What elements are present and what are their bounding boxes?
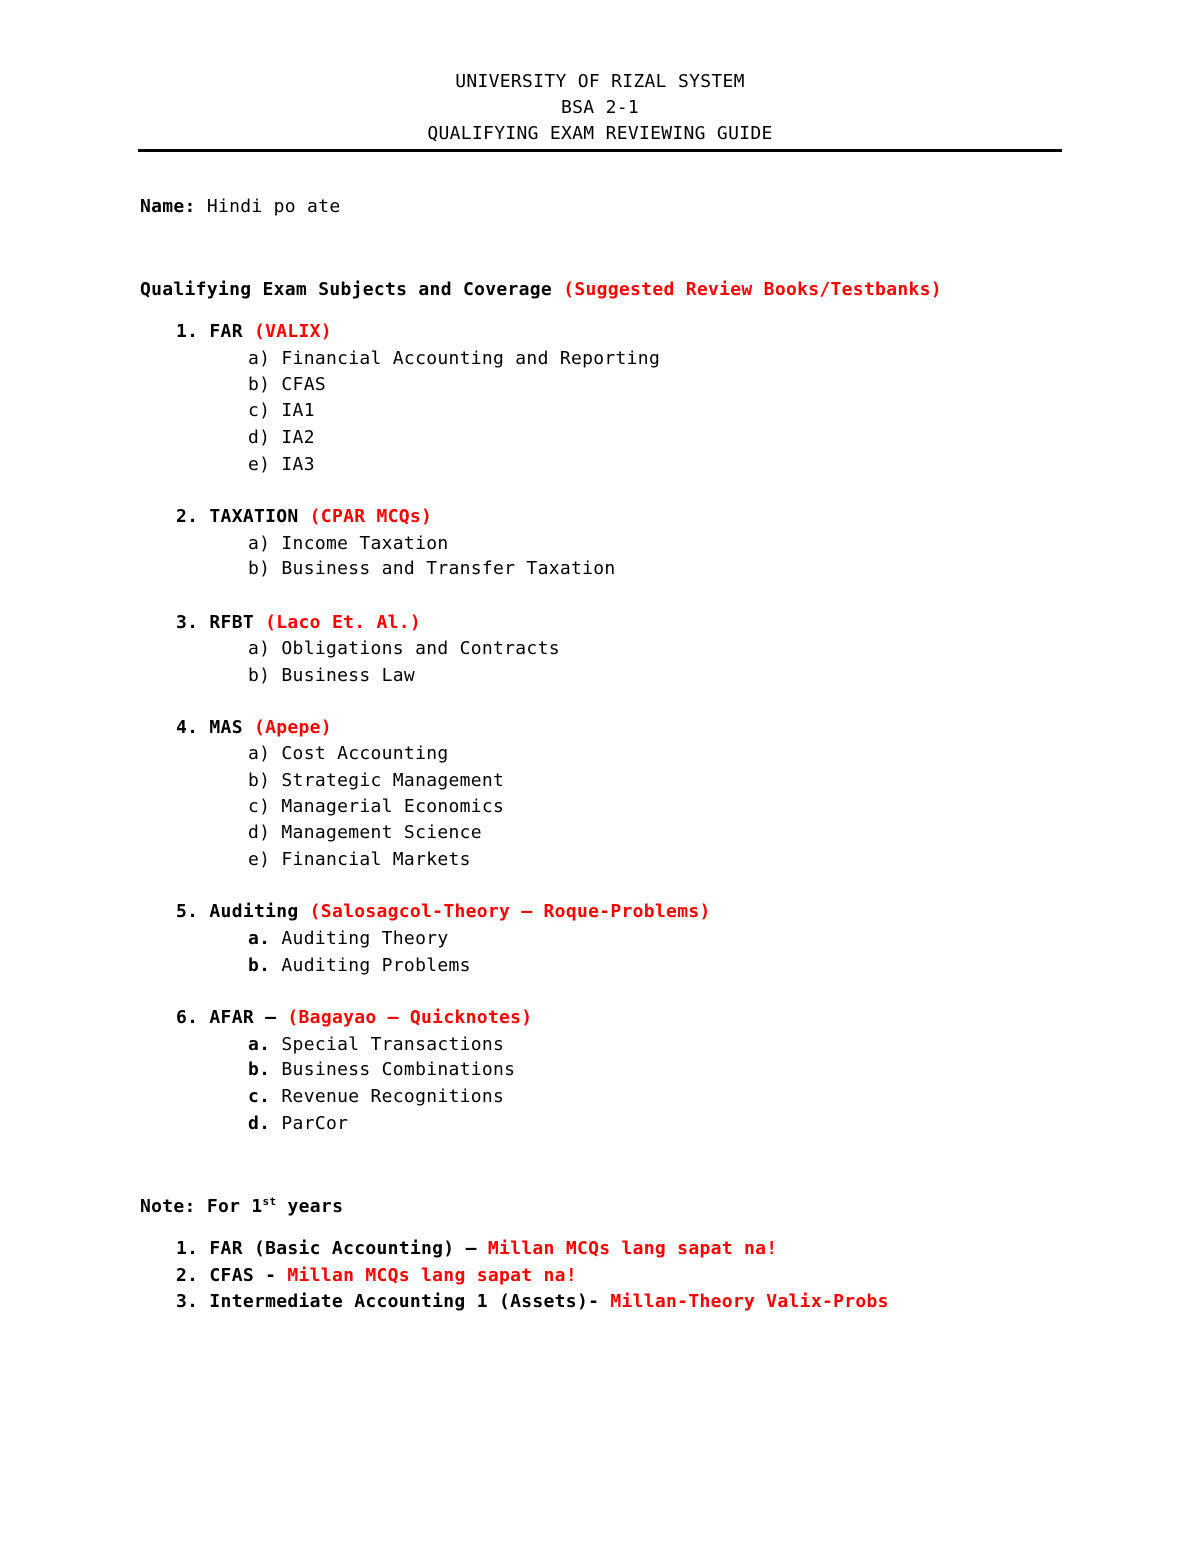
subject-name: TAXATION — [209, 506, 299, 527]
item-label: a) — [248, 743, 271, 764]
note-text-end: years — [287, 1196, 344, 1217]
subject-name: FAR — [209, 321, 243, 342]
subject-number: 4. — [176, 717, 199, 738]
item-text: Revenue Recognitions — [281, 1086, 505, 1107]
item-text: Special Transactions — [281, 1034, 505, 1055]
list-item — [248, 557, 616, 581]
subject-rfbt — [176, 611, 421, 635]
item-number: 2. — [176, 1265, 199, 1286]
subject-number: 6. — [176, 1007, 199, 1028]
subject-reference: (Apepe) — [253, 717, 332, 738]
item-label: b. — [248, 1059, 271, 1080]
item-label: b) — [248, 374, 271, 395]
item-label: b) — [248, 558, 271, 579]
note-superscript: st — [262, 1195, 277, 1208]
item-label: c) — [248, 796, 271, 817]
list-item — [248, 927, 448, 951]
list-item — [248, 848, 471, 872]
subject-reference: (VALIX) — [253, 321, 332, 342]
item-reference: Millan MCQs lang sapat na! — [287, 1265, 577, 1286]
item-number: 1. — [176, 1238, 199, 1259]
item-text: Business Law — [281, 665, 416, 686]
first-year-item — [176, 1290, 889, 1314]
section-title: Qualifying Exam Subjects and Coverage — [140, 279, 553, 300]
subject-number: 1. — [176, 321, 199, 342]
subject-name: MAS — [209, 717, 243, 738]
subject-reference: (CPAR MCQs) — [309, 506, 433, 527]
item-label: b. — [248, 955, 271, 976]
item-label: d) — [248, 822, 271, 843]
list-item — [248, 637, 560, 661]
subject-name: AFAR — [209, 1007, 254, 1028]
item-text: Intermediate Accounting 1 (Assets)- — [209, 1291, 600, 1312]
list-item — [248, 532, 448, 556]
item-text: Business Combinations — [281, 1059, 516, 1080]
item-text: Cost Accounting — [281, 743, 449, 764]
header-guide-title: QUALIFYING EXAM REVIEWING GUIDE — [427, 123, 773, 144]
item-reference: Millan MCQs lang sapat na! — [487, 1238, 778, 1259]
item-text: Business and Transfer Taxation — [281, 558, 616, 579]
item-label: a) — [248, 348, 271, 369]
item-label: a. — [248, 1034, 271, 1055]
list-item — [248, 795, 504, 819]
item-text: Managerial Economics — [281, 796, 505, 817]
item-label: b) — [248, 770, 271, 791]
item-text: ParCor — [281, 1113, 349, 1134]
header-divider — [138, 149, 1062, 152]
item-label: c) — [248, 400, 271, 421]
subject-mas — [176, 716, 332, 740]
list-item — [248, 347, 660, 371]
name-line — [140, 195, 340, 219]
subject-number: 3. — [176, 612, 199, 633]
note-text: For 1 — [206, 1196, 263, 1217]
subject-reference: (Laco Et. Al.) — [265, 612, 422, 633]
subject-reference: (Salosagcol-Theory – Roque-Problems) — [309, 901, 711, 922]
item-text: IA2 — [281, 427, 315, 448]
item-text: Financial Markets — [281, 849, 471, 870]
item-label: a) — [248, 638, 271, 659]
item-label: b) — [248, 665, 271, 686]
list-item — [248, 1085, 504, 1109]
list-item — [248, 1033, 504, 1057]
header-university: UNIVERSITY OF RIZAL SYSTEM — [455, 71, 745, 92]
item-text: CFAS — [281, 374, 326, 395]
subject-taxation — [176, 505, 432, 529]
first-year-item — [176, 1264, 577, 1288]
item-text: Auditing Theory — [281, 928, 449, 949]
subject-number: 2. — [176, 506, 199, 527]
section-heading — [140, 278, 942, 302]
list-item — [248, 664, 415, 688]
item-text: Management Science — [281, 822, 482, 843]
subject-afar — [176, 1006, 532, 1030]
item-text: IA1 — [281, 400, 315, 421]
list-item — [248, 954, 471, 978]
subject-auditing — [176, 900, 711, 924]
item-text: FAR (Basic Accounting) – — [209, 1238, 477, 1259]
subject-name: Auditing — [209, 901, 299, 922]
item-text: Income Taxation — [281, 533, 449, 554]
section-note: (Suggested Review Books/Testbanks) — [563, 279, 942, 300]
name-value: Hindi po ate — [206, 196, 341, 217]
list-item — [248, 426, 315, 450]
list-item — [248, 769, 504, 793]
list-item — [248, 1112, 348, 1136]
list-item — [248, 821, 482, 845]
note-line — [140, 1195, 343, 1219]
list-item — [248, 742, 448, 766]
item-text: IA3 — [281, 454, 315, 475]
item-label: e) — [248, 849, 271, 870]
subject-reference: (Bagayao – Quicknotes) — [287, 1007, 533, 1028]
subject-separator: – — [265, 1007, 277, 1028]
header-section: BSA 2-1 — [561, 97, 639, 118]
name-label: Name: — [140, 196, 196, 217]
item-number: 3. — [176, 1291, 199, 1312]
item-text: Strategic Management — [281, 770, 505, 791]
item-text: CFAS - — [209, 1265, 277, 1286]
list-item — [248, 453, 315, 477]
list-item — [248, 373, 326, 397]
item-text: Auditing Problems — [281, 955, 471, 976]
item-label: c. — [248, 1086, 271, 1107]
item-label: d. — [248, 1113, 271, 1134]
item-reference: Millan-Theory Valix-Probs — [610, 1291, 889, 1312]
item-text: Financial Accounting and Reporting — [281, 348, 661, 369]
note-label: Note: — [140, 1196, 196, 1217]
list-item — [248, 1058, 515, 1082]
subject-far — [176, 320, 332, 344]
item-label: a) — [248, 533, 271, 554]
subject-number: 5. — [176, 901, 199, 922]
first-year-item — [176, 1237, 777, 1261]
item-label: d) — [248, 427, 271, 448]
subject-name: RFBT — [209, 612, 254, 633]
list-item — [248, 399, 315, 423]
item-label: e) — [248, 454, 271, 475]
item-text: Obligations and Contracts — [281, 638, 560, 659]
item-label: a. — [248, 928, 271, 949]
